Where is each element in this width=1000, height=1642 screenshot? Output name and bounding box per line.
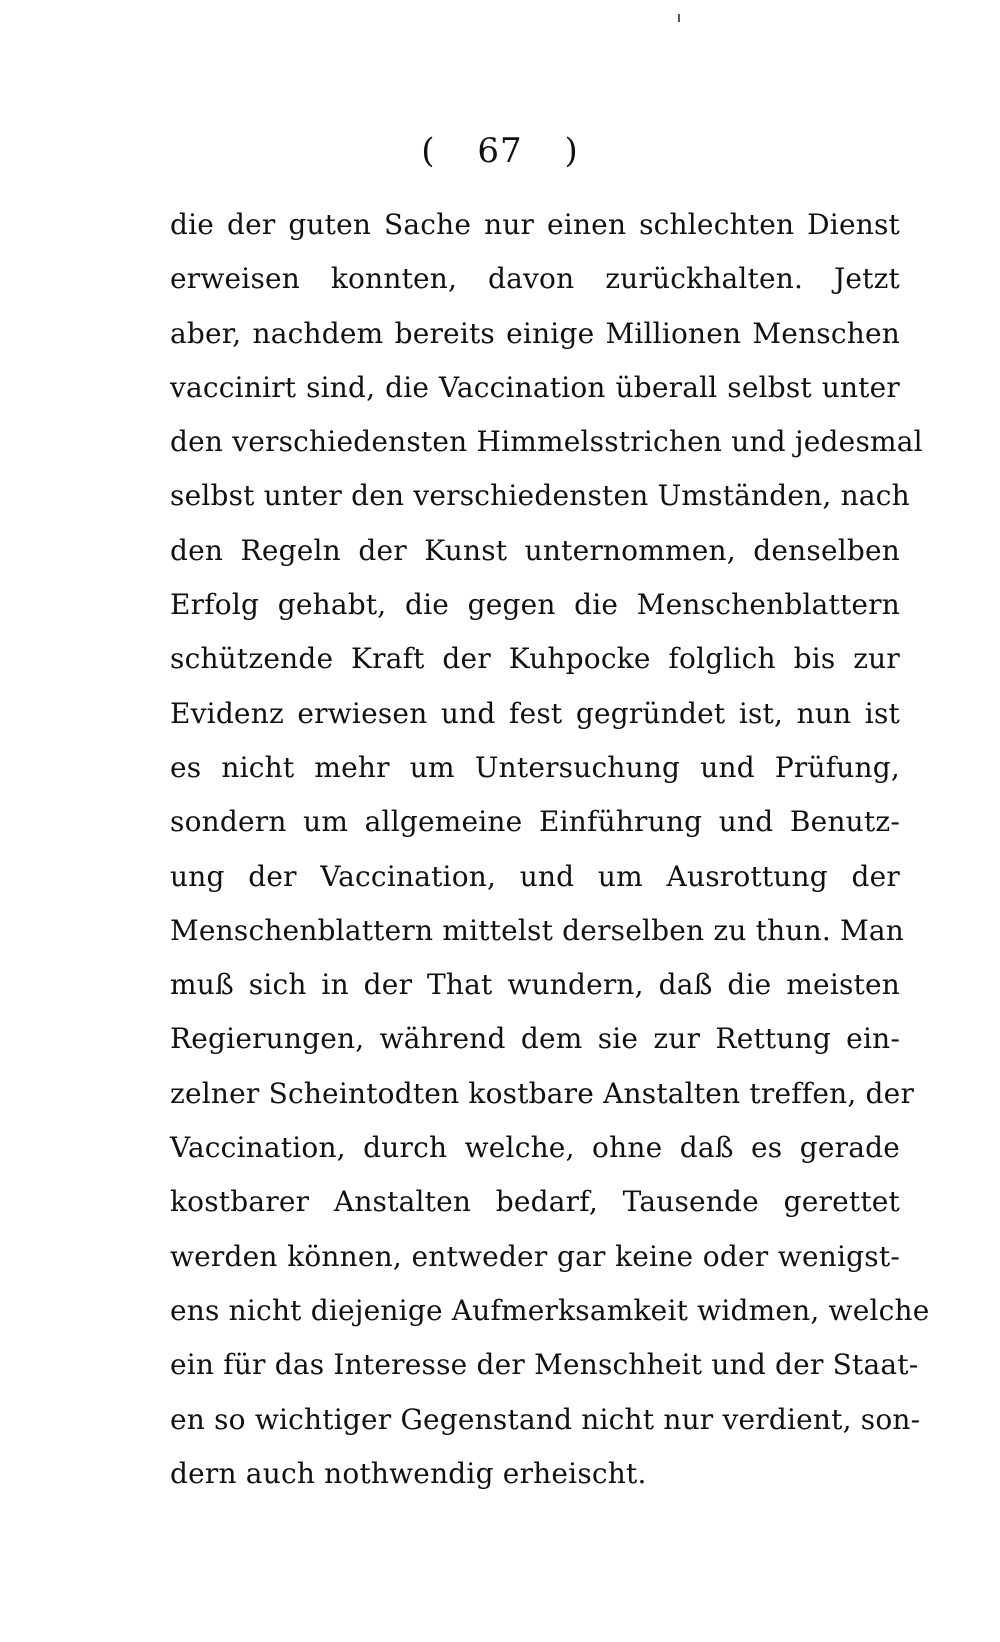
text-line: aber, nachdem bereits einige Millionen Menschen [170, 316, 900, 350]
text-line: vaccinirt sind, die Vaccination überall selbst unter [170, 370, 900, 404]
text-line: kostbarer Anstalten bedarf, Tausende gerettet [170, 1185, 900, 1219]
text-line: en so wichtiger Gegenstand nicht nur verdient, son- [170, 1402, 921, 1436]
text-line: schützende Kraft der Kuhpocke folglich bis zur [170, 642, 900, 676]
text-line: zelner Scheintodten kostbare Anstalten treffen, der [170, 1076, 915, 1110]
text-line: die der guten Sache nur einen schlechten Dienst [170, 208, 900, 241]
text-line: den Regeln der Kunst unternommen, denselben [170, 533, 900, 567]
text-line: muß sich in der That wundern, daß die meisten [170, 968, 900, 1002]
text-line: den verschiedensten Himmelsstrichen und jedesmal [170, 425, 923, 459]
print-speck [678, 14, 680, 22]
page-number-close-paren: ) [564, 131, 579, 171]
text-line: werden können, entweder gar keine oder wenigst- [170, 1239, 900, 1273]
text-line: dern auch nothwendig erheischt. [170, 1456, 647, 1490]
page-number-value: 67 [477, 131, 523, 171]
text-line: Menschenblattern mittelst derselben zu thun. Man [170, 913, 905, 947]
page-number [0, 126, 1000, 176]
text-line: Erfolg gehabt, die gegen die Menschenblattern [170, 588, 900, 622]
text-line: Evidenz erwiesen und fest gegründet ist, nun ist [170, 696, 900, 730]
text-line: Vaccination, durch welche, ohne daß es gerade [170, 1131, 900, 1165]
text-line: ein für das Interesse der Menschheit und der Staat- [170, 1348, 919, 1382]
text-line: sondern um allgemeine Einführung und Benutz- [170, 805, 900, 839]
text-line: ung der Vaccination, und um Ausrottung der [170, 859, 900, 893]
text-line: erweisen konnten, davon zurückhalten. Jetzt [170, 262, 900, 296]
body-text [170, 198, 930, 1501]
text-line: selbst unter den verschiedensten Umständen, nach [170, 479, 910, 513]
text-line: Regierungen, während dem sie zur Rettung ein- [170, 1022, 900, 1056]
page-number-open-paren: ( [421, 131, 436, 171]
text-line: ens nicht diejenige Aufmerksamkeit widmen, welche [170, 1293, 930, 1327]
text-line: es nicht mehr um Untersuchung und Prüfung, [170, 750, 900, 784]
